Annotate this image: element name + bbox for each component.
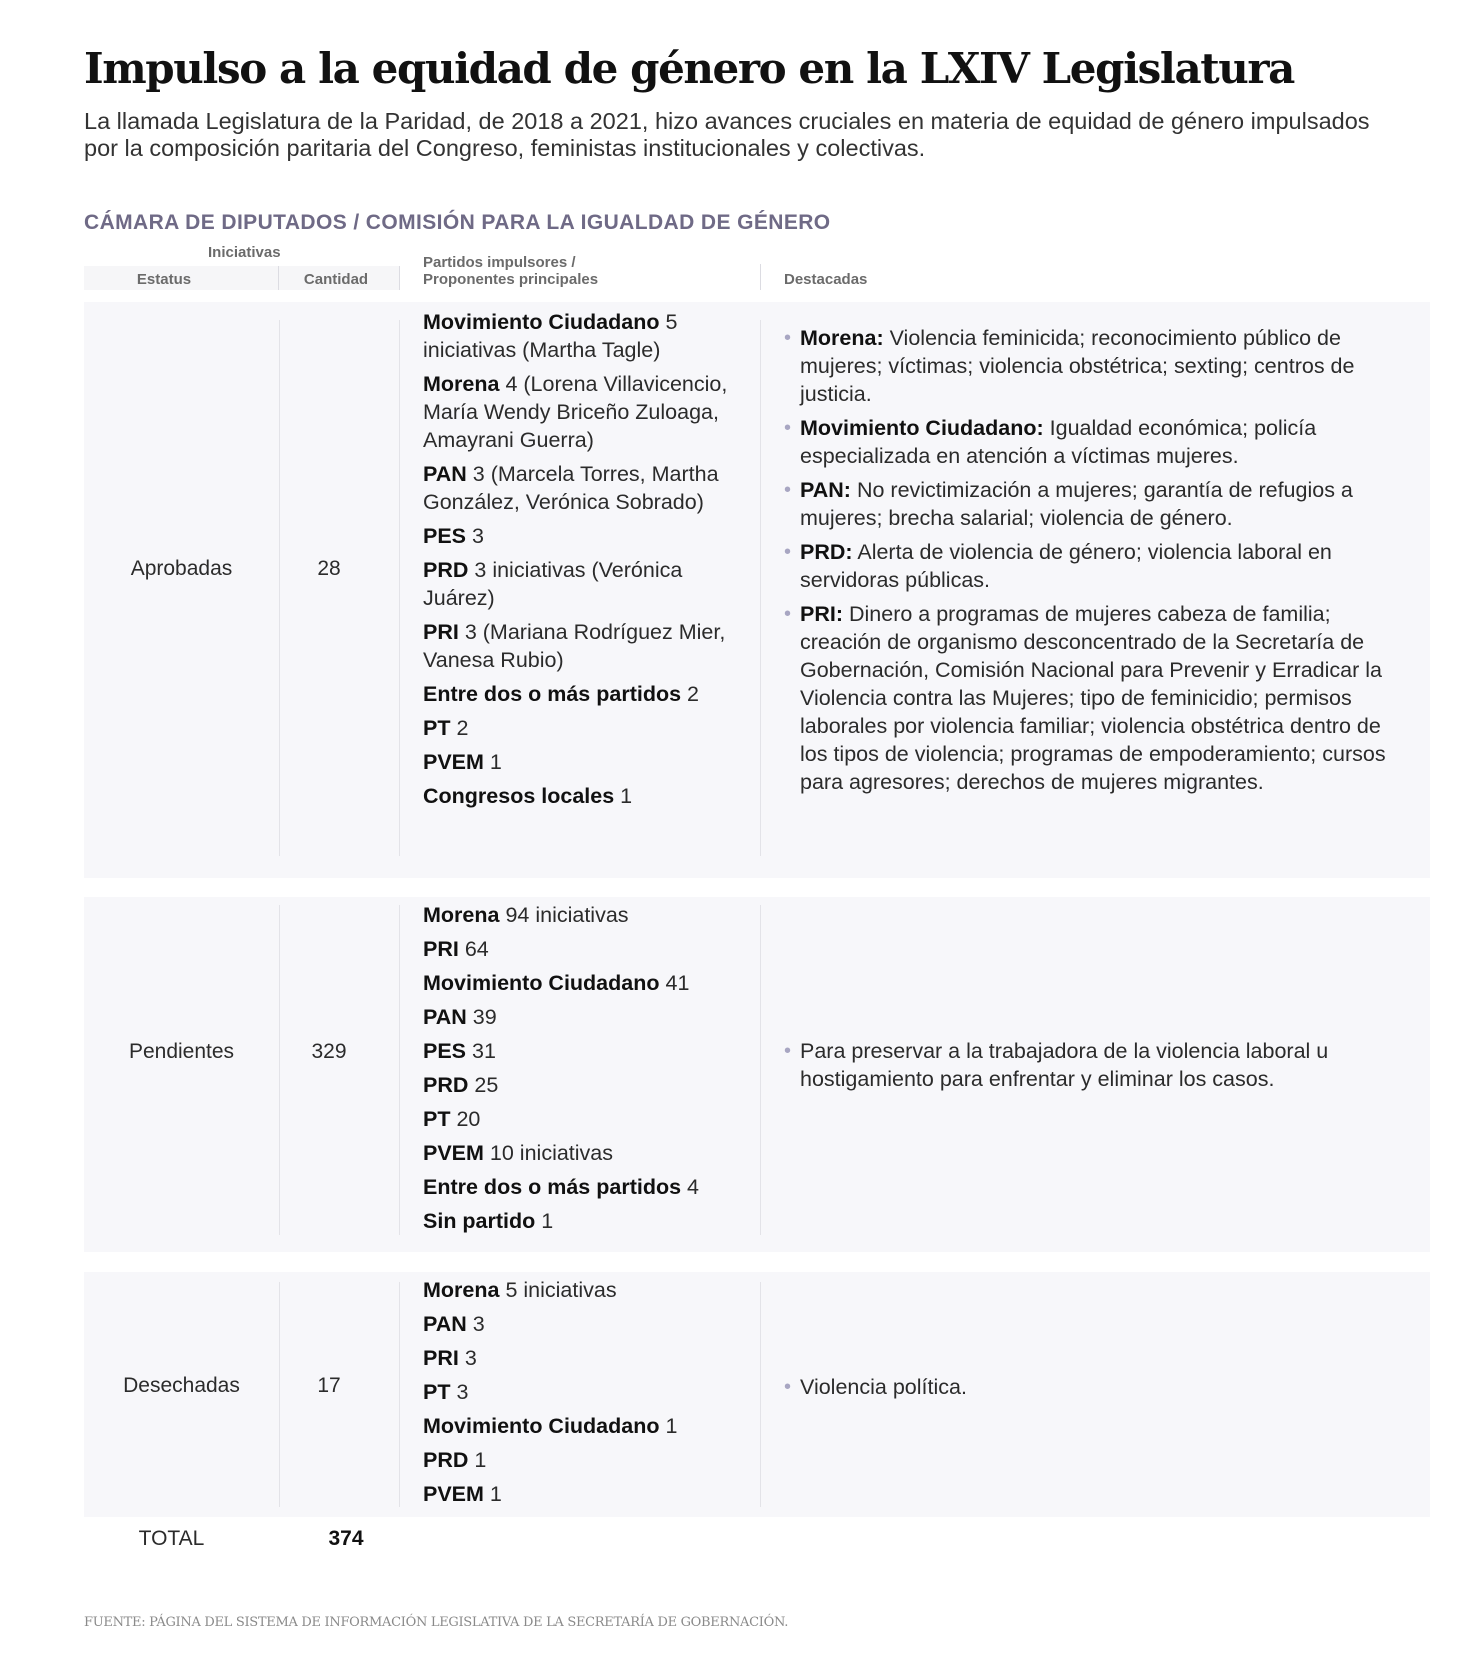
page-title: Impulso a la equidad de género en la LXIV Legislatura: [84, 44, 1294, 93]
party-item: PT 2: [423, 716, 469, 740]
bullet-icon: •: [784, 1376, 792, 1398]
party-item: Morena 94 iniciativas: [423, 903, 629, 927]
header-parties-line2: Proponentes principales: [423, 271, 599, 288]
party-item: PT 20: [423, 1107, 481, 1131]
header-parties-line1: Partidos impulsores /: [423, 254, 576, 271]
status-cell: Pendientes: [128, 1040, 235, 1063]
party-item: PT 3: [423, 1380, 469, 1404]
party-item: Morena 4 (Lorena Villavicencio, María Wendy Briceño Zuloaga, Amayrani Guerra): [423, 372, 728, 452]
section-title: CÁMARA DE DIPUTADOS / COMISIÓN PARA LA IGUALDAD DE GÉNERO: [84, 211, 831, 234]
party-item: Movimiento Ciudadano 41: [423, 971, 690, 995]
quantity-cell: 17: [317, 1374, 341, 1397]
highlights-list: [784, 324, 1414, 802]
party-item: PRI 64: [423, 937, 489, 961]
party-item: PVEM 10 iniciativas: [423, 1141, 614, 1165]
party-item: Congresos locales 1: [423, 784, 633, 808]
header-quantity: Cantidad: [303, 271, 369, 288]
highlights-list: [784, 1037, 1414, 1099]
column-divider: [279, 320, 280, 856]
bullet-icon: •: [784, 541, 792, 563]
party-item: PRD 1: [423, 1448, 487, 1472]
party-item: PVEM 1: [423, 750, 502, 774]
column-divider: [399, 1282, 400, 1507]
column-divider: [399, 320, 400, 856]
bullet-icon: •: [784, 417, 792, 439]
parties-list: [423, 1276, 743, 1514]
party-item: Movimiento Ciudadano 1: [423, 1414, 678, 1438]
party-item: PAN 3: [423, 1312, 485, 1336]
highlight-item: • Movimiento Ciudadano: Igualdad económica; policía especializada en atención a víctimas mujeres.: [784, 416, 1317, 468]
bullet-icon: •: [784, 603, 792, 625]
header-status: Estatus: [136, 271, 192, 288]
party-item: PAN 39: [423, 1005, 497, 1029]
party-item: PES 31: [423, 1039, 496, 1063]
highlight-item: • Violencia política.: [784, 1375, 967, 1399]
party-item: PAN 3 (Marcela Torres, Martha González, Verónica Sobrado): [423, 462, 719, 514]
highlight-item: • Para preservar a la trabajadora de la violencia laboral u hostigamiento para enfrentar y eliminar los casos.: [784, 1039, 1329, 1091]
header-divider: [278, 266, 279, 290]
bullet-icon: •: [784, 1040, 792, 1062]
column-divider: [279, 905, 280, 1235]
page-subtitle: La llamada Legislatura de la Paridad, de 2018 a 2021, hizo avances cruciales en materia de equidad de género impulsados por la composición paritaria del Congreso, feministas institucionales y colectivas.: [84, 108, 1370, 161]
party-item: Movimiento Ciudadano 5 iniciativas (Martha Tagle): [423, 310, 678, 362]
column-divider: [760, 905, 761, 1235]
highlights-list: [784, 1373, 1414, 1407]
row-desechadas: [84, 1272, 1430, 1517]
header-divider: [760, 264, 761, 290]
highlight-item: • PRD: Alerta de violencia de género; violencia laboral en servidoras públicas.: [784, 540, 1332, 592]
party-item: PES 3: [423, 524, 484, 548]
status-cell: Desechadas: [123, 1374, 240, 1397]
quantity-cell: 329: [311, 1040, 347, 1063]
party-item: PRD 3 iniciativas (Verónica Juárez): [423, 558, 683, 610]
quantity-cell: 28: [317, 557, 341, 580]
row-aprobadas: [84, 302, 1430, 878]
party-item: Entre dos o más partidos 2: [423, 682, 700, 706]
bullet-icon: •: [784, 327, 792, 349]
party-item: PVEM 1: [423, 1482, 502, 1506]
party-item: Entre dos o más partidos 4: [423, 1175, 700, 1199]
highlight-item: • PRI: Dinero a programas de mujeres cabeza de familia; creación de organismo desconcentrado de la Secretaría de Gobernación, Comisión Nacional para Prevenir y Erradicar la Violencia contra las Mujeres; tipo de feminicidio; permisos laborales por violencia familiar; violencia obstétrica dentro de los tipos de violencia; programas de empoderamiento; cursos para agresores; derechos de mujeres migrantes.: [784, 602, 1386, 794]
header-iniciativas: Iniciativas: [208, 244, 281, 261]
party-item: PRI 3 (Mariana Rodríguez Mier, Vanesa Rubio): [423, 620, 726, 672]
total-value: 374: [328, 1527, 364, 1550]
source-note: FUENTE: PÁGINA DEL SISTEMA DE INFORMACIÓN LEGISLATIVA DE LA SECRETARÍA DE GOBERNACIÓN.: [84, 1615, 789, 1630]
party-item: Sin partido 1: [423, 1209, 554, 1233]
status-cell: Aprobadas: [130, 557, 233, 580]
header-highlights: Destacadas: [784, 271, 868, 288]
column-divider: [760, 1282, 761, 1507]
party-item: PRI 3: [423, 1346, 477, 1370]
header-parties: [423, 254, 598, 288]
bullet-icon: •: [784, 479, 792, 501]
highlight-item: • PAN: No revictimización a mujeres; garantía de refugios a mujeres; brecha salarial; violencia de género.: [784, 478, 1353, 530]
column-divider: [399, 905, 400, 1235]
highlight-item: • Morena: Violencia feminicida; reconocimiento público de mujeres; víctimas; violencia obstétrica; sexting; centros de justicia.: [784, 326, 1355, 406]
header-divider: [399, 266, 400, 290]
parties-list: [423, 308, 743, 816]
parties-list: [423, 901, 743, 1241]
column-divider: [760, 320, 761, 856]
row-pendientes: [84, 897, 1430, 1252]
party-item: PRD 25: [423, 1073, 499, 1097]
party-item: Morena 5 iniciativas: [423, 1278, 617, 1302]
total-label: TOTAL: [138, 1527, 205, 1550]
